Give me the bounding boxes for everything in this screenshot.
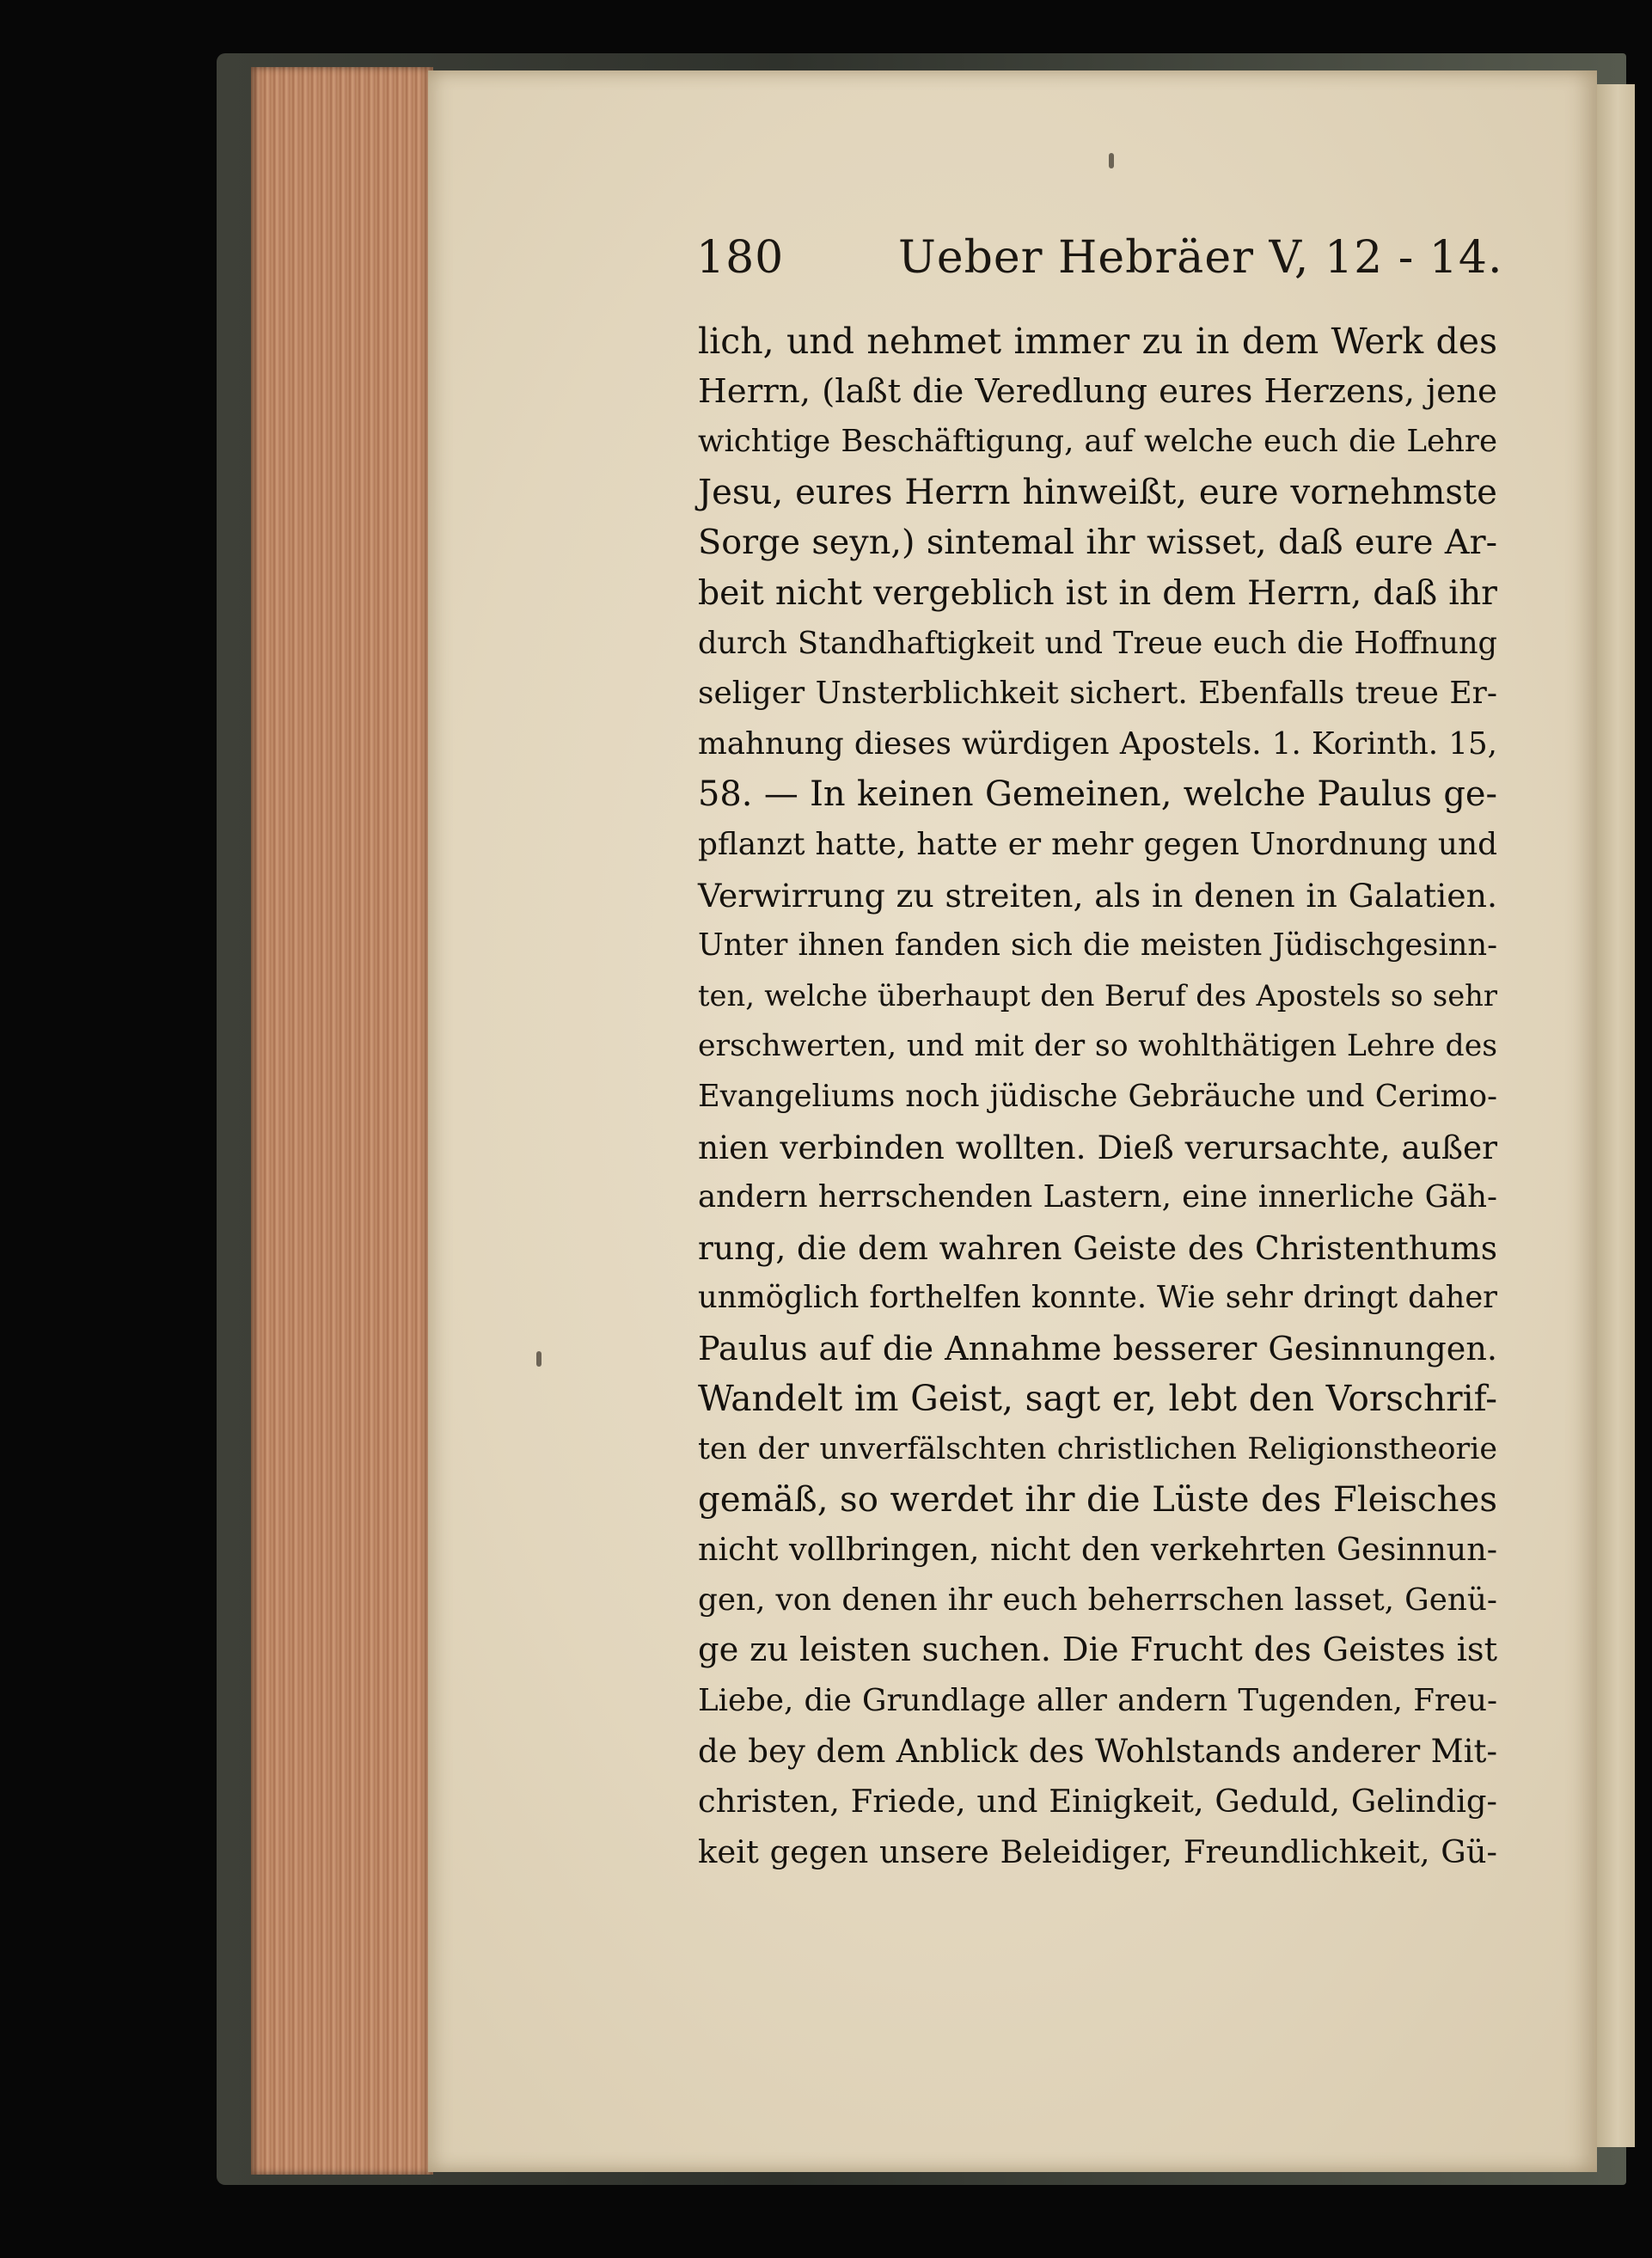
text-line: rung, die dem wahren Geiste des Christenthums <box>698 1228 1497 1267</box>
page-blemish <box>536 1351 541 1367</box>
text-line: unmöglich forthelfen konnte. Wie sehr dringt daher <box>698 1280 1497 1316</box>
text-line: lich, und nehmet immer zu in dem Werk des <box>698 321 1497 362</box>
text-line: andern herrschenden Lastern, eine innerliche Gäh- <box>698 1179 1497 1215</box>
page-edges <box>251 67 433 2175</box>
page-blemish <box>1109 153 1114 168</box>
text-line: erschwerten, und mit der so wohlthätigen Lehre des <box>698 1029 1497 1064</box>
text-line: beit nicht vergeblich ist in dem Herrn, daß ihr <box>698 572 1497 613</box>
text-line: 58. — In keinen Gemeinen, welche Paulus ge- <box>698 774 1497 815</box>
text-line: ge zu leisten suchen. Die Frucht des Geistes ist <box>698 1631 1497 1670</box>
page-number: 180 <box>696 232 785 284</box>
text-line: ten, welche überhaupt den Beruf des Apostels so sehr <box>698 978 1497 1013</box>
text-line: christen, Friede, und Einigkeit, Geduld, Gelindig- <box>698 1783 1497 1820</box>
text-line: Herrn, (laßt die Veredlung eures Herzens, jene <box>698 371 1497 411</box>
text-line: pflanzt hatte, hatte er mehr gegen Unordnung und <box>698 826 1497 862</box>
text-line: Jesu, eures Herrn hinweißt, eure vornehmste <box>698 472 1497 512</box>
text-line: Liebe, die Grundlage aller andern Tugenden, Freu- <box>698 1683 1497 1719</box>
text-line: Evangeliums noch jüdische Gebräuche und Cerimo- <box>698 1078 1497 1114</box>
text-line: de bey dem Anblick des Wohlstands anderer Mit- <box>698 1732 1497 1770</box>
text-line: Wandelt im Geist, sagt er, lebt den Vorschrif- <box>698 1378 1497 1420</box>
text-line: Sorge seyn,) sintemal ihr wisset, daß eure Ar- <box>698 523 1497 563</box>
text-line: Paulus auf die Annahme besserer Gesinnungen. <box>698 1329 1497 1368</box>
text-line: durch Standhaftigkeit und Treue euch die Hoffnung <box>698 625 1497 661</box>
text-line: wichtige Beschäftigung, auf welche euch die Lehre <box>698 424 1497 460</box>
page-header <box>696 232 1503 292</box>
body-text <box>698 316 1497 1877</box>
text-line: keit gegen unsere Beleidiger, Freundlichkeit, Gü- <box>698 1833 1497 1870</box>
facing-page-edge <box>1592 84 1635 2147</box>
text-line: nien verbinden wollten. Dieß verursachte, außer <box>698 1128 1497 1166</box>
text-line: ten der unverfälschten christlichen Religionstheorie <box>698 1432 1497 1467</box>
text-line: seliger Unsterblichkeit sichert. Ebenfalls treue Er- <box>698 676 1497 712</box>
text-line: mahnung dieses würdigen Apostels. 1. Korinth. 15, <box>698 725 1497 762</box>
text-line: gemäß, so werdet ihr die Lüste des Fleisches <box>698 1479 1497 1520</box>
text-line: gen, von denen ihr euch beherrschen lasset, Genü- <box>698 1582 1497 1618</box>
running-title: Ueber Hebräer V, 12 - 14. <box>898 232 1503 284</box>
text-line: Verwirrung zu streiten, als in denen in Galatien. <box>698 876 1497 915</box>
text-line: Unter ihnen fanden sich die meisten Jüdischgesinn- <box>698 927 1497 964</box>
text-line: nicht vollbringen, nicht den verkehrten Gesinnun- <box>698 1531 1497 1569</box>
